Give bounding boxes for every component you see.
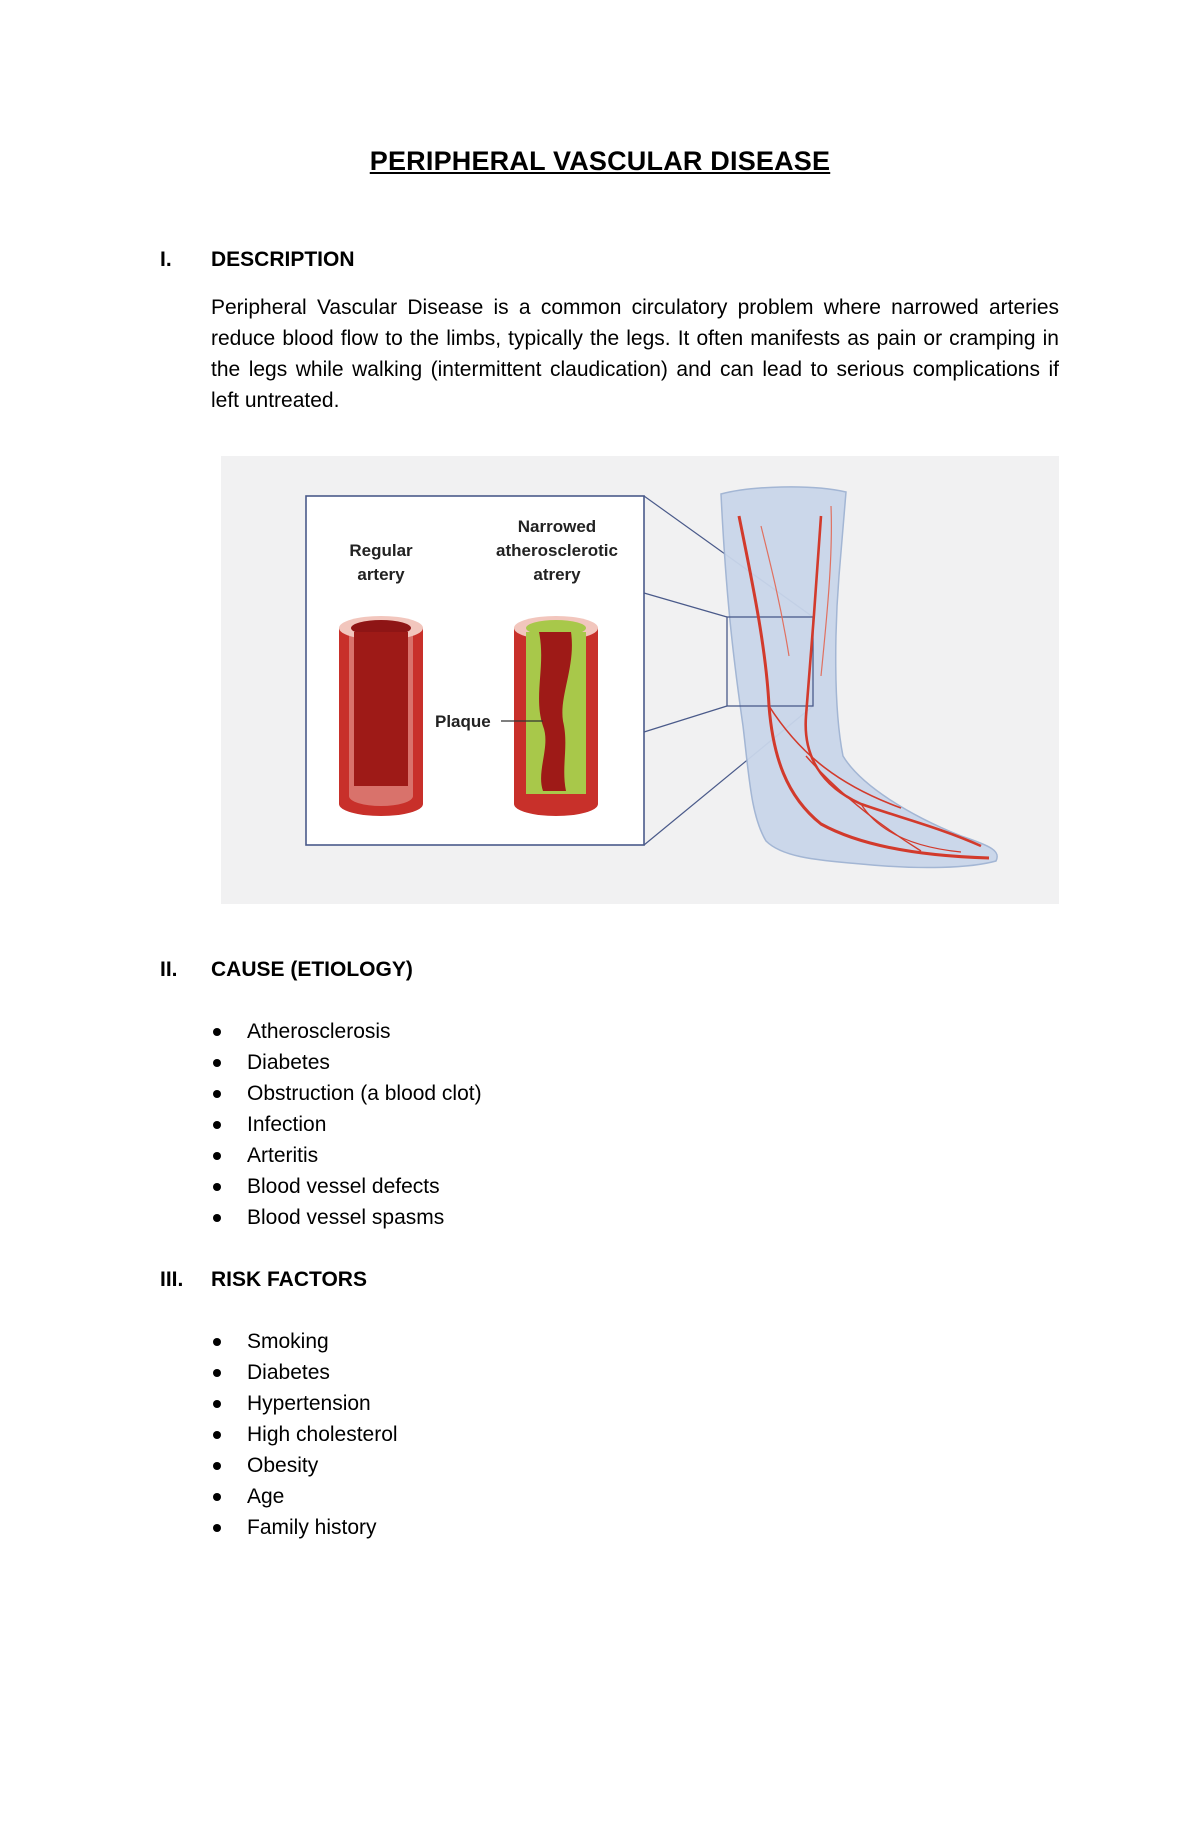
list-item: High cholesterol [211,1419,398,1450]
narrowed-label-line-3: atrery [533,565,581,584]
list-item: Age [211,1481,398,1512]
artery-illustration [221,456,1059,904]
section-number: I. [160,248,172,271]
list-item: Blood vessel defects [211,1171,482,1202]
narrowed-label-line-2: atherosclerotic [496,541,618,560]
list-item: Diabetes [211,1357,398,1388]
list-item: Infection [211,1109,482,1140]
list-item: Hypertension [211,1388,398,1419]
list-item: Smoking [211,1326,398,1357]
list-item: Obesity [211,1450,398,1481]
section-heading-risk-factors: RISK FACTORS [211,1268,367,1291]
regular-label-line-2: artery [357,565,405,584]
regular-label-line-1: Regular [349,541,413,560]
list-item: Blood vessel spasms [211,1202,482,1233]
page-title: PERIPHERAL VASCULAR DISEASE [369,146,831,176]
section-heading-cause: CAUSE (ETIOLOGY) [211,958,413,981]
cause-list [211,1016,482,1233]
list-item: Atherosclerosis [211,1016,482,1047]
section-number: II. [160,958,178,981]
list-item: Obstruction (a blood clot) [211,1078,482,1109]
list-item: Diabetes [211,1047,482,1078]
plaque-label: Plaque [435,712,491,731]
list-item: Family history [211,1512,398,1543]
list-item: Arteritis [211,1140,482,1171]
section-heading-description: DESCRIPTION [211,248,355,271]
risk-factor-list [211,1326,398,1543]
description-paragraph: Peripheral Vascular Disease is a common circulatory problem where narrowed arteries reduce blood flow to the limbs, typically the legs. It often manifests as pain or cramping in the legs while walking (intermittent claudication) and can lead to serious complications if left untreated. [211,296,1059,412]
narrowed-label-line-1: Narrowed [517,517,597,536]
section-number: III. [160,1268,184,1291]
